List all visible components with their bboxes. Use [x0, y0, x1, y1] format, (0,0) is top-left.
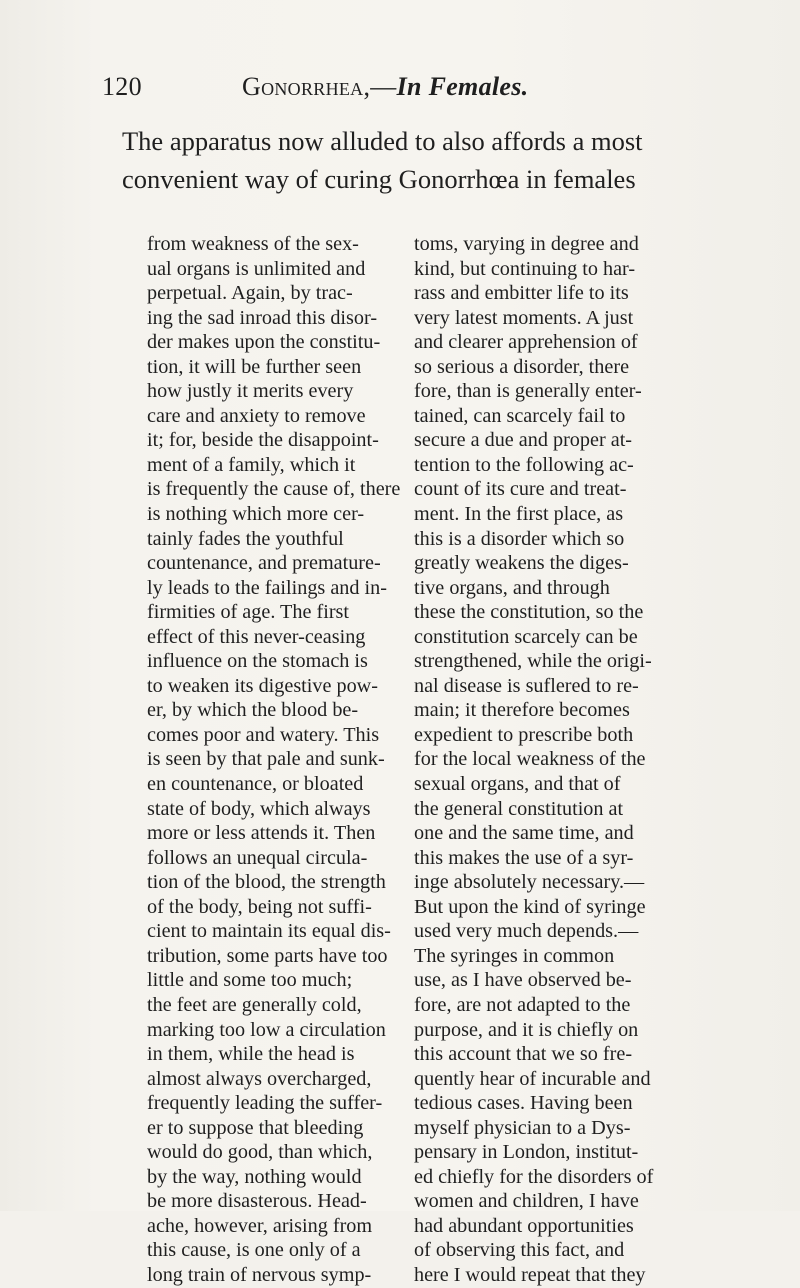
text-line: tainly fades the youthful [147, 527, 344, 550]
text-line: it; for, beside the disappoint- [147, 429, 379, 452]
text-line: secure a due and proper at- [414, 429, 633, 452]
text-line: ment. In the first place, as [414, 503, 624, 526]
text-line: influence on the stomach is [147, 650, 368, 673]
text-line: almost always overcharged, [147, 1067, 372, 1090]
text-line: use, as I have observed be- [414, 969, 632, 992]
text-line: follows an unequal circula- [147, 846, 368, 869]
chapter-title-main: Gonorrhea,— [242, 72, 397, 101]
text-line: sexual organs, and that of [414, 773, 621, 796]
text-line: women and children, I have [414, 1190, 639, 1213]
text-line: myself physician to a Dys- [414, 1116, 631, 1139]
text-line: how justly it merits every [147, 380, 354, 403]
text-line: countenance, and premature- [147, 552, 381, 575]
chapter-title-subtitle: In Females. [396, 72, 529, 101]
text-line: tained, can scarcely fail to [414, 404, 626, 427]
text-line: very latest moments. A just [414, 306, 634, 329]
text-line: so serious a disorder, there [414, 355, 630, 378]
lead-line: convenient way of curing Gonorrhœa in females [122, 164, 636, 194]
text-line: ual organs is unlimited and [147, 257, 366, 280]
text-line: is frequently the cause of, there [147, 478, 401, 501]
text-line: marking too low a circulation [147, 1018, 386, 1041]
text-line: by the way, nothing would [147, 1165, 362, 1188]
text-line: er, by which the blood be- [147, 699, 359, 722]
text-line: quently hear of incurable and [414, 1067, 651, 1090]
text-line: count of its cure and treat- [414, 478, 627, 501]
text-line: strengthened, while the origi- [414, 650, 652, 673]
text-line: for the local weakness of the [414, 748, 646, 771]
text-line: ache, however, arising from [147, 1214, 373, 1237]
text-line: The syringes in common [414, 944, 615, 967]
text-line: be more disasterous. Head- [147, 1190, 367, 1213]
text-line: fore, are not adapted to the [414, 993, 631, 1016]
text-line: here I would repeat that they [414, 1263, 646, 1286]
running-head [102, 72, 702, 112]
text-line: ing the sad inroad this disor- [147, 306, 378, 329]
text-line: had abundant opportunities [414, 1214, 634, 1237]
text-line: tention to the following ac- [414, 453, 634, 476]
text-line: these the constitution, so the [414, 601, 644, 624]
text-line: more or less attends it. Then [147, 822, 376, 845]
text-line: fore, than is generally enter- [414, 380, 642, 403]
text-line: state of body, which always [147, 797, 371, 820]
text-line: But upon the kind of syringe [414, 895, 646, 918]
text-line: cient to maintain its equal dis- [147, 920, 391, 943]
text-line: en countenance, or bloated [147, 773, 364, 796]
chapter-title [242, 72, 528, 102]
lead-paragraph [122, 122, 782, 198]
text-line: frequently leading the suffer- [147, 1092, 383, 1115]
text-line: rass and embitter life to its [414, 282, 629, 305]
text-line: this account that we so fre- [414, 1043, 633, 1066]
left-column [147, 232, 409, 1288]
text-line: comes poor and watery. This [147, 723, 380, 746]
text-line: effect of this never-ceasing [147, 625, 366, 648]
text-line: toms, varying in degree and [414, 233, 639, 255]
text-line: one and the same time, and [414, 822, 634, 845]
text-line: from weakness of the sex- [147, 233, 359, 255]
text-line: inge absolutely necessary.— [414, 871, 645, 894]
text-line: and clearer apprehension of [414, 331, 638, 354]
text-line: kind, but continuing to har- [414, 257, 636, 280]
text-line: pensary in London, institut- [414, 1141, 639, 1164]
text-line: of the body, being not suffi- [147, 895, 372, 918]
text-line: would do good, than which, [147, 1141, 373, 1164]
text-line: the general constitution at [414, 797, 624, 820]
text-line: this is a disorder which so [414, 527, 625, 550]
right-column [414, 232, 798, 1288]
text-line: der makes upon the constitu- [147, 331, 381, 354]
text-line: er to suppose that bleeding [147, 1116, 364, 1139]
text-line: tion of the blood, the strength [147, 871, 386, 894]
text-line: ly leads to the failings and in- [147, 576, 387, 599]
text-line: tedious cases. Having been [414, 1092, 633, 1115]
text-line: ed chiefly for the disorders of [414, 1165, 654, 1188]
text-line: long train of nervous symp- [147, 1263, 372, 1286]
text-line: greatly weakens the diges- [414, 552, 629, 575]
text-line: perpetual. Again, by trac- [147, 282, 353, 305]
text-line: used very much depends.— [414, 920, 639, 943]
text-line: tribution, some parts have too [147, 944, 388, 967]
text-line: purpose, and it is chiefly on [414, 1018, 639, 1041]
text-line: to weaken its digestive pow- [147, 674, 378, 697]
lead-line: The apparatus now alluded to also affords a most [122, 126, 643, 156]
text-line: tion, it will be further seen [147, 355, 362, 378]
text-line: firmities of age. The first [147, 601, 350, 624]
text-line: tive organs, and through [414, 576, 610, 599]
text-line: constitution scarcely can be [414, 625, 638, 648]
text-line: main; it therefore becomes [414, 699, 630, 722]
text-line: is nothing which more cer- [147, 503, 365, 526]
text-line: ment of a family, which it [147, 453, 356, 476]
text-line: of observing this fact, and [414, 1239, 625, 1262]
text-line: expedient to prescribe both [414, 723, 634, 746]
text-line: nal disease is suflered to re- [414, 674, 639, 697]
text-line: little and some too much; [147, 969, 353, 992]
text-line: in them, while the head is [147, 1043, 355, 1066]
text-line: is seen by that pale and sunk- [147, 748, 385, 771]
page-number: 120 [102, 72, 142, 101]
text-line: the feet are generally cold, [147, 993, 362, 1016]
text-line: care and anxiety to remove [147, 404, 366, 427]
text-columns [0, 232, 800, 1286]
text-line: this cause, is one only of a [147, 1239, 361, 1262]
text-line: this makes the use of a syr- [414, 846, 634, 869]
